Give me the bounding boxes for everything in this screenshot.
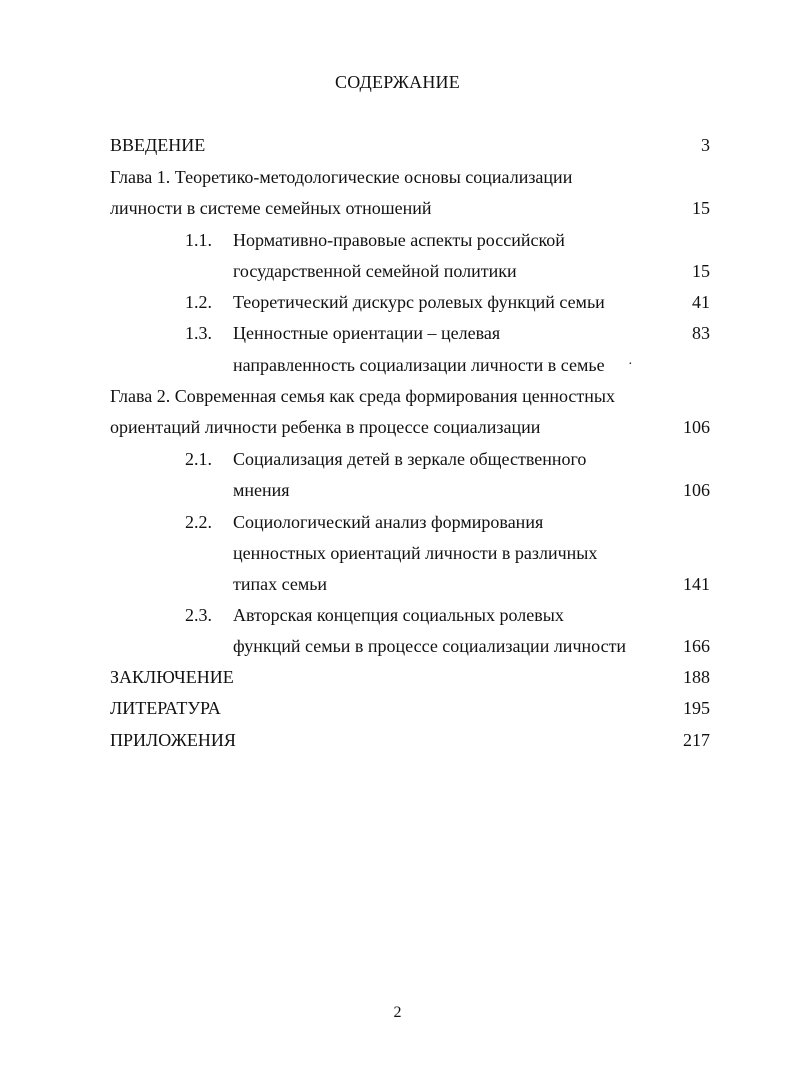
stray-mark: · bbox=[628, 357, 633, 372]
toc-entry-intro: ВВЕДЕНИЕ bbox=[110, 135, 206, 155]
toc-section-number: 2.3. bbox=[185, 605, 212, 625]
toc-section-number: 1.3. bbox=[185, 323, 212, 343]
toc-page-1-2: 41 bbox=[692, 292, 710, 312]
toc-section-number: 1.2. bbox=[185, 292, 212, 312]
toc-page-appendix: 217 bbox=[683, 730, 710, 750]
toc-section-number: 2.1. bbox=[185, 449, 212, 469]
toc-entry-chapter2-line2: ориентаций личности ребенка в процессе социализации bbox=[110, 417, 541, 437]
toc-page-chapter1: 15 bbox=[692, 198, 710, 218]
toc-section-1-1-line2: государственной семейной политики bbox=[233, 261, 517, 281]
toc-section-1-2-line1: Теоретический дискурс ролевых функций семьи bbox=[233, 292, 605, 312]
toc-section-1-1-line1: Нормативно-правовые аспекты российской bbox=[233, 230, 565, 250]
toc-page-conclusion: 188 bbox=[683, 667, 710, 687]
page-title: СОДЕРЖАНИЕ bbox=[335, 72, 460, 92]
toc-page-1-1: 15 bbox=[692, 261, 710, 281]
toc-section-number: 1.1. bbox=[185, 230, 212, 250]
toc-section-2-2-line1: Социологический анализ формирования bbox=[233, 512, 544, 532]
toc-entry-appendix: ПРИЛОЖЕНИЯ bbox=[110, 730, 236, 750]
toc-entry-chapter2-line1: Глава 2. Современная семья как среда формирования ценностных bbox=[110, 386, 615, 406]
toc-section-2-2-line3: типах семьи bbox=[233, 574, 328, 594]
toc-section-1-3-line1: Ценностные ориентации – целевая bbox=[233, 323, 501, 343]
toc-page-chapter2: 106 bbox=[683, 417, 710, 437]
toc-page-intro: 3 bbox=[701, 135, 710, 155]
page-number: 2 bbox=[393, 1004, 402, 1021]
toc-page-1-3: 83 bbox=[692, 323, 710, 343]
toc-page-2-2: 141 bbox=[683, 574, 710, 594]
toc-section-2-1-line1: Социализация детей в зеркале общественного bbox=[233, 449, 587, 469]
toc-page-2-1: 106 bbox=[683, 480, 710, 500]
toc-page-literature: 195 bbox=[683, 698, 710, 718]
toc-section-2-3-line1: Авторская концепция социальных ролевых bbox=[233, 605, 564, 625]
toc-section-2-2-line2: ценностных ориентаций личности в различных bbox=[233, 543, 598, 563]
toc-entry-chapter1-line2: личности в системе семейных отношений bbox=[110, 198, 432, 218]
toc-section-2-1-line2: мнения bbox=[233, 480, 290, 500]
toc-entry-literature: ЛИТЕРАТУРА bbox=[110, 698, 221, 718]
toc-entry-chapter1-line1: Глава 1. Теоретико-методологические основы социализации bbox=[110, 167, 573, 187]
toc-page-2-3: 166 bbox=[683, 636, 710, 656]
toc-section-2-3-line2: функций семьи в процессе социализации личности bbox=[233, 636, 627, 656]
toc-section-number: 2.2. bbox=[185, 512, 212, 532]
toc-section-1-3-line2: направленность социализации личности в семье bbox=[233, 355, 605, 375]
toc-entry-conclusion: ЗАКЛЮЧЕНИЕ bbox=[110, 667, 234, 687]
